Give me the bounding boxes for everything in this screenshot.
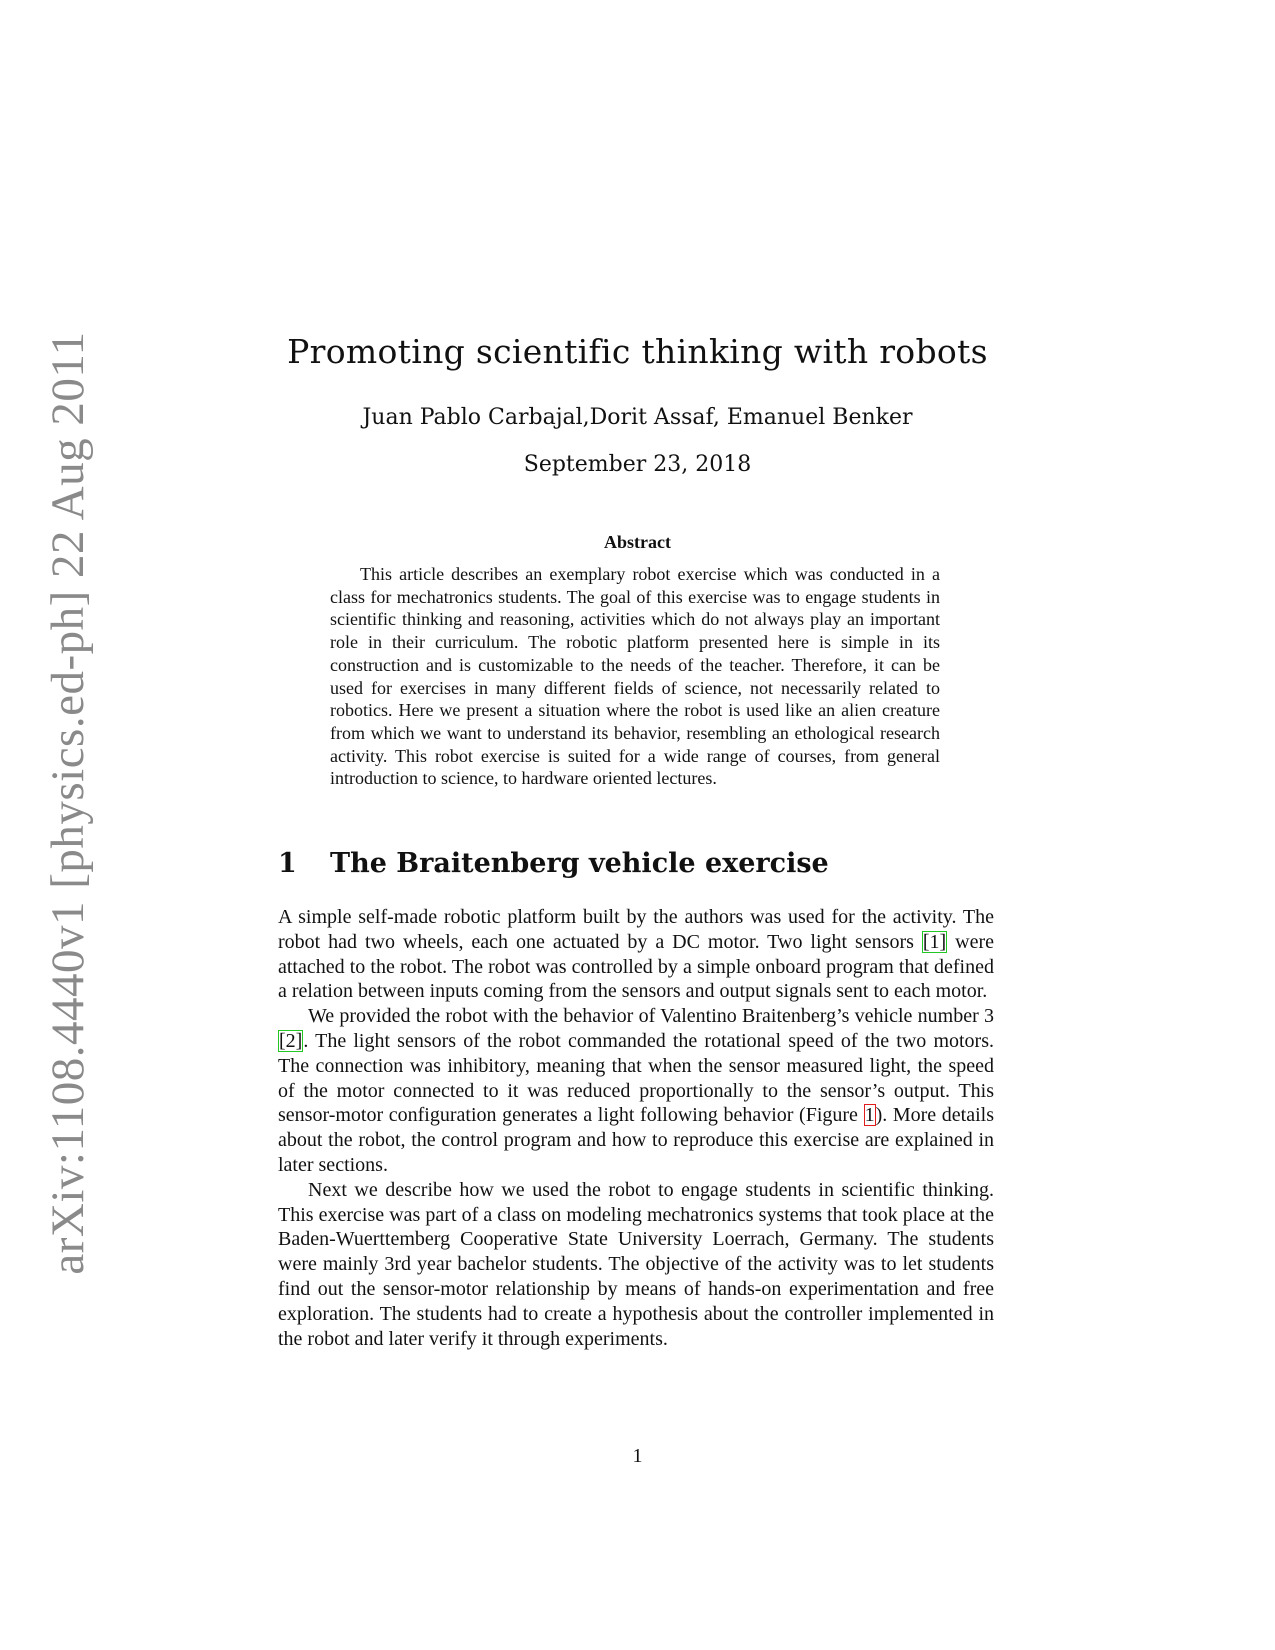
section-body [278, 905, 994, 1351]
author-list: Juan Pablo Carbajal,Dorit Assaf, Emanuel Benker [362, 405, 913, 430]
abstract-body: This article describes an exemplary robot exercise which was conducted in a class for mechatronics students. The goal of this exercise was to engage students in scientific thinking and reasoning, activities which do not always play an important role in their curriculum. The robotic platform presented here is simple in its construction and is customizable to the needs of the teacher. Therefore, it can be used for exercises in many different fields of science, not necessarily related to robotics. Here we present a situation where the robot is used like an alien creature from which we want to understand its behavior, resembling an ethological research activity. This robot exercise is suited for a wide range of courses, from general introduction to science, to hardware oriented lectures. [330, 564, 940, 789]
abstract-heading: Abstract [604, 532, 671, 552]
paragraph-text: . The light sensors of the robot commanded the rotational speed of the two motors. The connection was inhibitory, meaning that when the sensor measured light, the speed of the motor connected to it was reduced proportionally to the sensor’s output. This sensor-motor configuration generates a light following behavior (Figure [278, 1029, 994, 1127]
paragraph [278, 1004, 994, 1178]
section-heading [278, 848, 829, 879]
paragraph-text: were attached to the robot. The robot was controlled by a simple onboard program that defined a relation between inputs coming from the sensors and output signals sent to each motor. [278, 930, 994, 1003]
section-title: The Braitenberg vehicle exercise [330, 848, 829, 879]
paragraph-text: A simple self-made robotic platform built by the authors was used for the activity. The robot had two wheels, each one actuated by a DC motor. Two light sensors [278, 906, 994, 953]
paragraph [278, 905, 994, 1004]
paragraph: Next we describe how we used the robot to engage students in scientific thinking. This exercise was part of a class on modeling mechatronics systems that took place at the Baden-Wuerttemberg Cooperative State University Loerrach, Germany. The students were mainly 3rd year bachelor students. The objective of the activity was to let students find out the sensor-motor relationship by means of hands-on experimentation and free exploration. The students had to create a hypothesis about the controller implemented in the robot and later verify it through experiments. [278, 1178, 994, 1350]
section-number: 1 [278, 848, 297, 879]
paragraph-text: We provided the robot with the behavior of Valentino Braitenberg’s vehicle number 3 [308, 1005, 994, 1028]
page-number: 1 [632, 1445, 643, 1467]
paragraph-text: ). More details about the robot, the control program and how to reproduce this exercise are explained in later sections. [278, 1104, 994, 1176]
citation-link[interactable]: [1] [922, 930, 947, 953]
paper-title: Promoting scientific thinking with robots [287, 332, 988, 371]
arxiv-identifier-stamp: arXiv:1108.4440v1 [physics.ed-ph] 22 Aug 2011 [42, 331, 94, 1275]
figure-reference-link[interactable]: 1 [864, 1104, 875, 1127]
paper-date: September 23, 2018 [523, 452, 752, 477]
citation-link[interactable]: [2] [279, 1029, 303, 1052]
